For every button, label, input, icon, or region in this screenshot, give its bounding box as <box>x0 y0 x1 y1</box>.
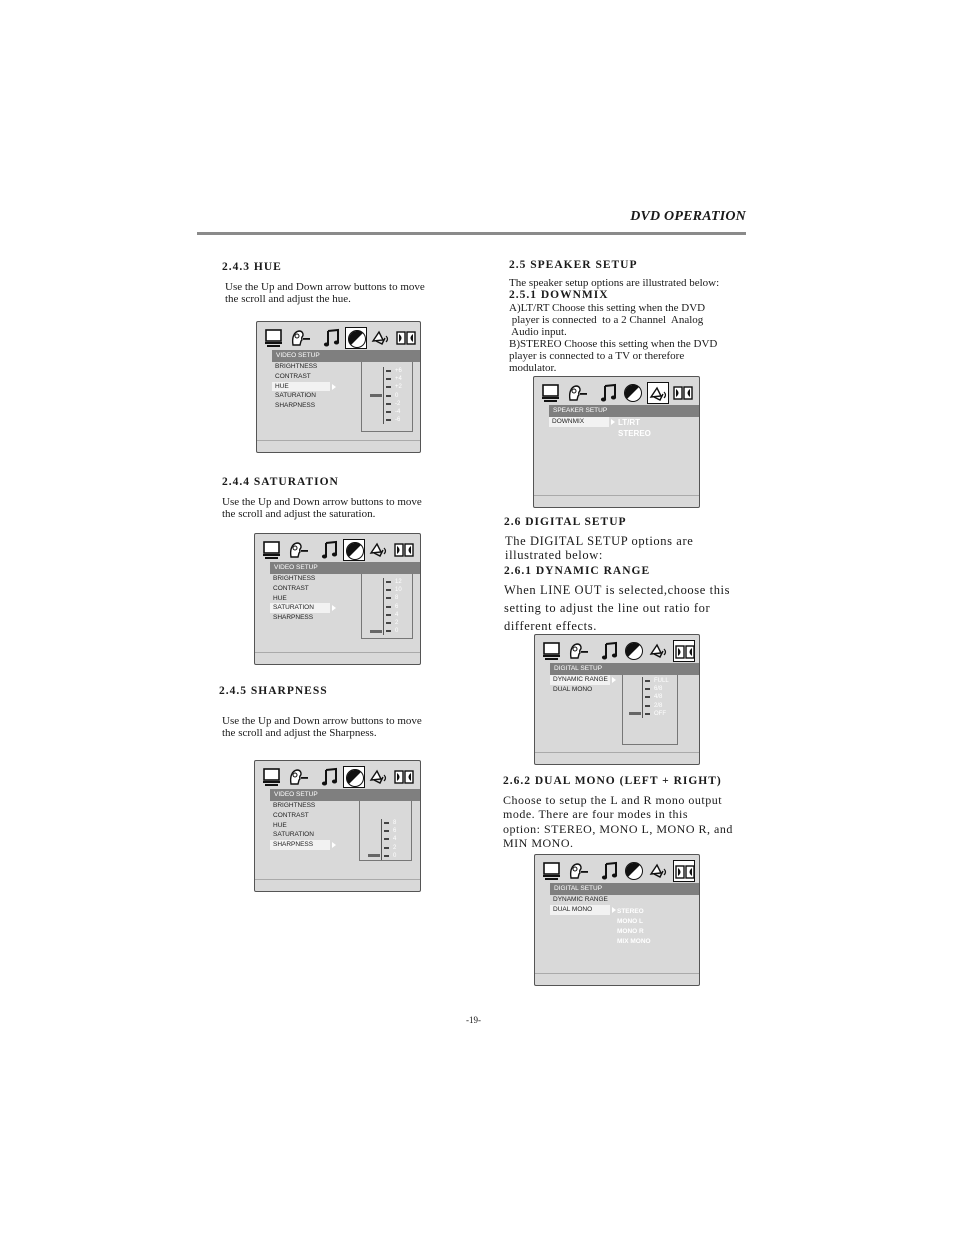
setup-menu-title: SPEAKER SETUP <box>549 405 699 417</box>
menu-item[interactable]: SATURATION <box>270 603 330 613</box>
setup-menu-title: VIDEO SETUP <box>270 789 420 801</box>
scale-value[interactable]: -6 <box>395 417 401 424</box>
header-rule <box>197 232 746 235</box>
option-item[interactable]: STEREO <box>618 429 651 438</box>
setup-icon-row <box>263 327 416 351</box>
speaker-head-icon[interactable] <box>566 382 588 404</box>
scale-tick <box>386 419 391 421</box>
setup-menu-list <box>270 574 330 623</box>
downmix-text-6: modulator. <box>509 362 557 374</box>
digital-heading: 2.6 DIGITAL SETUP <box>504 516 627 528</box>
setup-menu-title: DIGITAL SETUP <box>550 883 699 895</box>
digital-intro-2: illustrated below: <box>505 548 603 562</box>
option-item[interactable]: MIX MONO <box>617 938 651 945</box>
page-number: -19- <box>466 1015 481 1025</box>
setup-menu-list <box>550 675 610 695</box>
submenu-arrow-icon <box>332 384 336 390</box>
music-note-icon[interactable] <box>321 327 343 349</box>
sharpness-setup-screen <box>254 760 421 892</box>
screen-footer-line <box>257 440 420 441</box>
tv-icon[interactable] <box>263 327 285 349</box>
submenu-arrow-icon <box>612 907 616 913</box>
scale-value[interactable]: FULL <box>654 678 669 684</box>
scale-tick <box>386 597 391 599</box>
dolby-icon[interactable] <box>393 766 415 788</box>
setup-menu-list <box>270 801 330 850</box>
scale-value[interactable]: 8 <box>393 820 397 826</box>
speaker-intro: The speaker setup options are illustrated below: <box>509 277 720 289</box>
tv-icon[interactable] <box>541 860 563 882</box>
current-level-marker <box>370 630 382 633</box>
screen-footer-line <box>255 652 420 653</box>
music-note-icon[interactable] <box>599 640 621 662</box>
speaker-head-icon[interactable] <box>287 766 309 788</box>
dolby-icon[interactable] <box>395 327 417 349</box>
screen-footer-line <box>535 752 699 753</box>
scale-value[interactable]: 2/8 <box>654 702 663 709</box>
scale-tick <box>645 696 650 698</box>
menu-item[interactable]: HUE <box>272 382 330 392</box>
scale-tick <box>384 838 389 840</box>
speaker-setup-screen <box>533 376 700 508</box>
scale-value[interactable]: 10 <box>395 587 402 594</box>
audio-speaker-icon[interactable] <box>648 640 670 662</box>
speaker-head-icon[interactable] <box>567 640 589 662</box>
screen-footer-line <box>535 973 699 974</box>
scale-tick <box>386 403 391 405</box>
music-note-icon[interactable] <box>319 539 341 561</box>
scale-tick <box>386 581 391 583</box>
current-level-marker <box>368 854 380 857</box>
hue-setup-screen <box>256 321 421 453</box>
saturation-setup-screen <box>254 533 421 665</box>
downmix-heading: 2.5.1 DOWNMIX <box>509 289 609 301</box>
scale-tick <box>386 630 391 632</box>
setup-menu-list <box>549 417 609 427</box>
tv-icon[interactable] <box>261 539 283 561</box>
dual-mono-text-2: mode. There are four modes in this <box>503 807 689 821</box>
audio-speaker-icon[interactable] <box>648 860 670 882</box>
scale-tick <box>386 370 391 372</box>
setup-menu-title: VIDEO SETUP <box>270 562 420 574</box>
scale-tick <box>384 847 389 849</box>
dynamic-range-text-2: setting to adjust the line out ratio for <box>504 601 711 615</box>
dynamic-range-screen <box>534 634 700 765</box>
saturation-text-2: the scroll and adjust the saturation. <box>222 508 376 520</box>
scale-value[interactable]: 6 <box>395 603 399 610</box>
scale-axis-line <box>381 819 382 860</box>
speaker-heading: 2.5 SPEAKER SETUP <box>509 259 638 271</box>
dolby-icon[interactable] <box>393 539 415 561</box>
sharpness-text-1: Use the Up and Down arrow buttons to move <box>222 715 422 727</box>
level-scale-panel <box>361 362 413 432</box>
menu-item[interactable]: SATURATION <box>275 392 316 400</box>
scale-value[interactable]: 4/8 <box>654 694 663 701</box>
menu-item[interactable]: SHARPNESS <box>270 840 330 850</box>
scale-axis-line <box>383 578 384 635</box>
level-scale-panel <box>622 675 678 745</box>
dynamic-range-text-1: When LINE OUT is selected,choose this <box>504 583 731 597</box>
scale-value[interactable]: 2 <box>393 844 397 851</box>
menu-item[interactable]: BRIGHTNESS <box>273 575 316 582</box>
scale-tick <box>645 705 650 707</box>
color-disc-icon[interactable] <box>343 766 365 788</box>
scale-value[interactable]: -2 <box>395 400 401 407</box>
color-disc-icon[interactable] <box>623 860 645 882</box>
menu-item[interactable]: HUE <box>273 594 287 602</box>
scale-value[interactable]: 2 <box>395 620 399 626</box>
hue-text-1: Use the Up and Down arrow buttons to move <box>225 281 425 293</box>
dolby-icon[interactable] <box>673 860 695 882</box>
scale-value[interactable]: 4 <box>395 611 399 618</box>
scale-value[interactable]: +6 <box>395 368 402 374</box>
setup-icon-row <box>540 382 695 406</box>
music-note-icon[interactable] <box>598 382 620 404</box>
screen-footer-line <box>255 879 420 880</box>
option-item[interactable]: STEREO <box>617 908 644 915</box>
dual-mono-heading: 2.6.2 DUAL MONO (LEFT + RIGHT) <box>503 775 722 787</box>
hue-text-2: the scroll and adjust the hue. <box>225 293 351 305</box>
scale-tick <box>386 395 391 397</box>
scale-tick <box>386 589 391 591</box>
dual-mono-text-4: MIN MONO. <box>503 836 574 850</box>
music-note-icon[interactable] <box>599 860 621 882</box>
scale-tick <box>386 622 391 624</box>
saturation-heading: 2.4.4 SATURATION <box>222 476 339 488</box>
submenu-arrow-icon <box>612 677 616 683</box>
menu-item[interactable]: DUAL MONO <box>550 905 610 915</box>
scale-tick <box>384 822 389 824</box>
menu-item[interactable]: BRIGHTNESS <box>273 802 316 809</box>
digital-intro-1: The DIGITAL SETUP options are <box>505 534 694 548</box>
scale-tick <box>645 688 650 690</box>
dynamic-range-text-3: different effects. <box>504 619 597 633</box>
setup-icon-row <box>261 539 416 563</box>
submenu-arrow-icon <box>332 605 336 611</box>
downmix-text-3: Audio input. <box>509 326 567 338</box>
header-title: DVD OPERATION <box>630 209 746 224</box>
scale-tick <box>386 386 391 388</box>
color-disc-icon[interactable] <box>622 382 644 404</box>
saturation-text-1: Use the Up and Down arrow buttons to move <box>222 496 422 508</box>
menu-item[interactable]: SHARPNESS <box>273 614 314 622</box>
setup-menu-title: VIDEO SETUP <box>272 350 420 362</box>
hue-heading: 2.4.3 HUE <box>222 261 282 273</box>
scale-value[interactable]: 8 <box>395 595 399 602</box>
sharpness-heading: 2.4.5 SHARPNESS <box>219 685 328 697</box>
scale-value[interactable]: 6/8 <box>654 686 663 693</box>
scale-value[interactable]: 0 <box>395 392 399 399</box>
downmix-text-5: player is connected to a TV or therefore <box>509 350 685 362</box>
current-level-marker <box>629 712 641 715</box>
tv-icon[interactable] <box>540 382 562 404</box>
scale-value[interactable]: 0 <box>393 852 397 859</box>
menu-item[interactable]: DYNAMIC RANGE <box>553 896 608 903</box>
setup-menu-list <box>550 895 610 915</box>
color-disc-icon[interactable] <box>623 640 645 662</box>
audio-speaker-icon[interactable] <box>647 382 669 404</box>
menu-item[interactable]: DOWNMIX <box>549 417 609 427</box>
scale-value[interactable]: 4 <box>393 836 397 843</box>
submenu-arrow-icon <box>611 419 615 425</box>
menu-item[interactable]: SATURATION <box>273 831 314 839</box>
speaker-head-icon[interactable] <box>289 327 311 349</box>
dolby-icon[interactable] <box>672 382 694 404</box>
menu-item[interactable]: DYNAMIC RANGE <box>550 675 610 685</box>
screen-footer-line <box>534 495 699 496</box>
audio-speaker-icon[interactable] <box>368 766 390 788</box>
setup-icon-row <box>541 860 695 884</box>
downmix-text-2: player is connected to a 2 Channel Analog <box>509 314 704 326</box>
option-item[interactable]: MONO L <box>617 918 643 925</box>
scale-value[interactable]: 0 <box>395 628 399 635</box>
scale-axis-line <box>642 677 643 718</box>
scale-tick <box>645 680 650 682</box>
current-level-marker <box>370 394 382 397</box>
scale-value[interactable]: 12 <box>395 579 402 585</box>
menu-item[interactable]: BRIGHTNESS <box>275 363 318 370</box>
submenu-arrow-icon <box>332 842 336 848</box>
downmix-text-4: B)STEREO Choose this setting when the DVD <box>509 338 718 350</box>
option-item[interactable]: MONO R <box>617 928 644 935</box>
setup-menu-title: DIGITAL SETUP <box>550 663 699 675</box>
setup-menu-list <box>272 362 330 411</box>
scale-tick <box>384 855 389 857</box>
scale-value[interactable]: 6 <box>393 828 397 835</box>
color-disc-icon[interactable] <box>345 327 367 349</box>
dolby-icon[interactable] <box>673 640 695 662</box>
scale-axis-line <box>383 367 384 424</box>
scale-value[interactable]: OFF <box>654 710 666 717</box>
scale-value[interactable]: +2 <box>395 384 402 391</box>
color-disc-icon[interactable] <box>343 539 365 561</box>
option-item[interactable]: LT/RT <box>618 418 641 427</box>
menu-item[interactable]: SHARPNESS <box>275 402 316 410</box>
scale-value[interactable]: -4 <box>395 409 401 415</box>
scale-value[interactable]: +4 <box>395 376 402 383</box>
scale-tick <box>386 378 391 380</box>
tv-icon[interactable] <box>261 766 283 788</box>
sharpness-text-2: the scroll and adjust the Sharpness. <box>222 727 377 739</box>
audio-speaker-icon[interactable] <box>368 539 390 561</box>
menu-item[interactable]: CONTRAST <box>273 584 309 592</box>
audio-speaker-icon[interactable] <box>370 327 392 349</box>
speaker-head-icon[interactable] <box>567 860 589 882</box>
menu-item[interactable]: CONTRAST <box>275 372 311 380</box>
dual-mono-screen <box>534 854 700 986</box>
scale-tick <box>386 614 391 616</box>
scale-tick <box>645 713 650 715</box>
setup-icon-row <box>261 766 416 790</box>
menu-item[interactable]: HUE <box>273 821 287 829</box>
scale-tick <box>386 411 391 413</box>
music-note-icon[interactable] <box>319 766 341 788</box>
dual-mono-text-3: option: STEREO, MONO L, MONO R, and <box>503 822 733 836</box>
scale-tick <box>386 606 391 608</box>
menu-item[interactable]: DUAL MONO <box>553 685 593 693</box>
dynamic-range-heading: 2.6.1 DYNAMIC RANGE <box>504 565 651 577</box>
downmix-text-1: A)LT/RT Choose this setting when the DVD <box>509 302 706 314</box>
speaker-head-icon[interactable] <box>287 539 309 561</box>
setup-icon-row <box>541 640 695 664</box>
menu-item[interactable]: CONTRAST <box>273 811 309 819</box>
tv-icon[interactable] <box>541 640 563 662</box>
scale-tick <box>384 830 389 832</box>
dual-mono-text-1: Choose to setup the L and R mono output <box>503 793 723 807</box>
